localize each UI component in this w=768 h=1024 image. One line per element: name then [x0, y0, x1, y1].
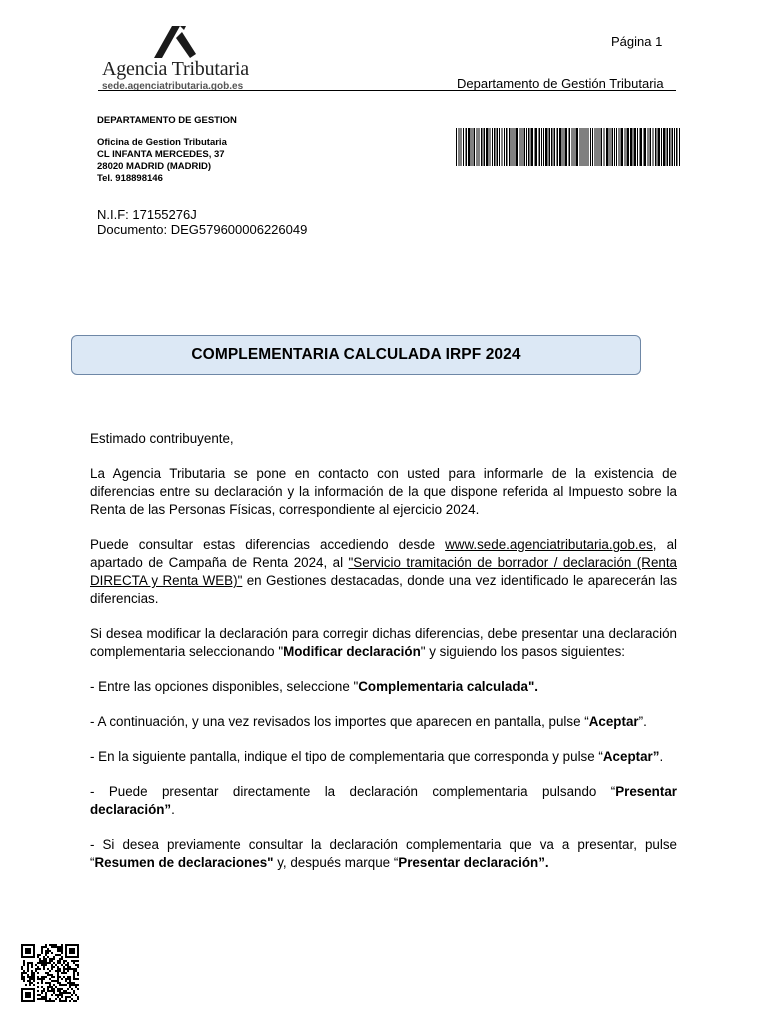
document-number-line: Documento: DEG579600006226049	[97, 222, 308, 237]
letter-body	[90, 430, 677, 872]
paragraph-intro: La Agencia Tributaria se pone en contacto con usted para informarle de la existencia de diferencias entre su declaración y la información de la que dispone referida al Impuesto sobre la Renta de las Personas Físicas, correspondiente al ejercicio 2024.	[90, 466, 677, 517]
sender-phone: Tel. 918898146	[97, 173, 163, 184]
step-5: - Si desea previamente consultar la declaración complementaria que va a presentar, pulse “Resumen de declaraciones" y, después marque “Presentar declaración”.	[90, 837, 677, 870]
step-3: - En la siguiente pantalla, indique el tipo de complementaria que corresponda y pulse “Aceptar”.	[90, 749, 664, 764]
paragraph-modify: Si desea modificar la declaración para corregir dichas diferencias, debe presentar una declaración complementaria seleccionando "Modificar declaración" y siguiendo los pasos siguientes:	[90, 626, 677, 659]
letter-title: COMPLEMENTARIA CALCULADA IRPF 2024	[191, 346, 521, 363]
page-number: Página 1	[611, 34, 663, 49]
nif-line: N.I.F: 17155276J	[97, 207, 197, 222]
sender-department: DEPARTAMENTO DE GESTION	[97, 115, 237, 126]
header-department: Departamento de Gestión Tributaria	[457, 76, 664, 91]
step-1: - Entre las opciones disponibles, seleccione "Complementaria calculada".	[90, 679, 539, 694]
greeting: Estimado contribuyente,	[90, 431, 234, 446]
sender-city: 28020 MADRID (MADRID)	[97, 161, 212, 172]
barcode	[456, 128, 680, 166]
sede-link[interactable]: www.sede.agenciatributaria.gob.es	[445, 537, 653, 552]
agency-url: sede.agenciatributaria.gob.es	[102, 81, 244, 92]
sender-office: Oficina de Gestion Tributaria	[97, 137, 227, 148]
header-divider	[98, 90, 676, 91]
sender-street: CL INFANTA MERCEDES, 37	[97, 149, 225, 160]
agency-name: Agencia Tributaria	[102, 58, 249, 80]
agency-logo-icon	[150, 24, 198, 60]
step-2: - A continuación, y una vez revisados los importes que aparecen en pantalla, pulse “Aceptar”.	[90, 714, 647, 729]
title-box	[71, 335, 641, 375]
paragraph-consult: Puede consultar estas diferencias accediendo desde www.sede.agenciatributaria.gob.es, al apartado de Campaña de Renta 2024, al "Servicio tramitación de borrador / declaración (Renta DIRECTA y Renta WEB)" en Gestiones destacadas, donde una vez identificado le aparecerán las diferencias.	[90, 537, 678, 606]
step-4: - Puede presentar directamente la declaración complementaria pulsando “Presentar declaración”.	[90, 784, 677, 817]
qr-code	[21, 944, 79, 1002]
servicio-tramitacion-link[interactable]: "Servicio tramitación de borrador / declaración (Renta DIRECTA y Renta WEB)"	[90, 555, 678, 588]
agency-logo	[100, 24, 260, 94]
